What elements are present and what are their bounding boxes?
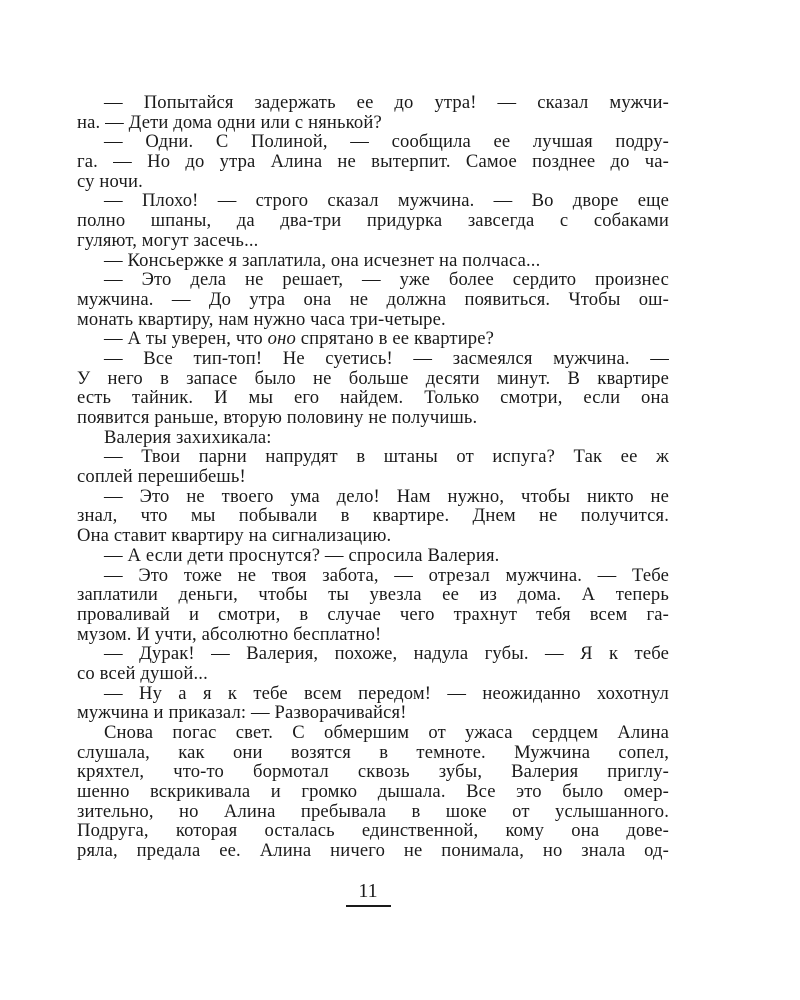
text-line: Она ставит квартиру на сигнализацию. xyxy=(77,525,392,547)
text-line: — Это тоже не твоя забота, — отрезал мужчина. — Тебе xyxy=(104,565,669,586)
page-number: 11 xyxy=(358,880,378,902)
text-line: мужчина. — До утра она не должна появиться. Чтобы ош- xyxy=(77,289,669,310)
text-run: спрятано в ее квартире? xyxy=(295,328,495,350)
text-line: — Дурак! — Валерия, похоже, надула губы. — Я к тебе xyxy=(104,644,669,664)
text-line: монать квартиру, нам нужно часа три-четыре. xyxy=(77,308,446,330)
page-number-underline xyxy=(346,905,391,907)
text-line: мужчина и приказал: — Разворачивайся! xyxy=(77,702,407,724)
text-line: есть тайник. И мы его найдем. Только смотри, если она xyxy=(77,388,669,408)
text-line: зительно, но Алина пребывала в шоке от услышанного. xyxy=(77,801,669,822)
text-line xyxy=(77,329,669,349)
text-line: — Твои парни напрудят в штаны от испуга? Так ее ж xyxy=(104,447,669,468)
text-line: со всей душой... xyxy=(77,662,208,684)
text-line: Снова погас свет. С обмершим от ужаса сердцем Алина xyxy=(104,723,669,743)
text-line: — Консьержке я заплатила, она исчезнет на полчаса... xyxy=(104,249,541,271)
text-line: — Это не твоего ума дело! Нам нужно, чтобы никто не xyxy=(104,486,669,507)
text-line: — А если дети проснутся? — спросила Валерия. xyxy=(104,544,500,566)
text-line: соплей перешибешь! xyxy=(77,466,246,488)
text-line: — Это дела не решает, — уже более сердито произнес xyxy=(104,270,669,290)
text-line: заплатили деньги, чтобы ты увезла ее из дома. А теперь xyxy=(77,585,669,605)
emphasized-word: оно xyxy=(267,328,296,350)
body-text xyxy=(77,93,669,861)
text-line: — Ну а я к тебе всем передом! — неожиданно хохотнул xyxy=(104,683,669,704)
text-line: слушала, как они возятся в темноте. Мужчина сопел, xyxy=(77,742,669,763)
text-line: музом. И учти, абсолютно бесплатно! xyxy=(77,623,382,645)
text-line: на. — Дети дома одни или с нянькой? xyxy=(77,111,382,133)
text-line: — Попытайся задержать ее до утра! — сказал мужчи- xyxy=(104,93,669,113)
text-run: — А ты уверен, что xyxy=(104,328,268,350)
text-line: су ночи. xyxy=(77,170,143,192)
text-line: проваливай и смотри, в случае чего трахнут тебя всем га- xyxy=(77,604,669,625)
text-line: Подруга, которая осталась единственной, кому она дове- xyxy=(77,821,669,842)
text-line: га. — Но до утра Алина не вытерпит. Самое позднее до ча- xyxy=(77,152,669,172)
text-line: Валерия захихикала: xyxy=(104,426,272,448)
text-line: появится раньше, вторую половину не получишь. xyxy=(77,407,478,428)
text-line: гуляют, могут засечь... xyxy=(77,229,259,251)
text-line: шенно вскрикивала и громко дышала. Все это было омер- xyxy=(77,782,669,802)
text-line: знал, что мы побывали в квартире. Днем не получится. xyxy=(77,506,669,527)
text-line: — Все тип-топ! Не суетись! — засмеялся мужчина. — xyxy=(104,348,669,369)
text-line: полно шпаны, да два-три придурка завсегда с собаками xyxy=(77,211,669,231)
text-line: У него в запасе было не больше десяти минут. В квартире xyxy=(77,368,669,389)
text-line: кряхтел, что-то бормотал сквозь зубы, Валерия приглу- xyxy=(77,762,669,783)
text-line: ряла, предала ее. Алина ничего не понимала, но знала од- xyxy=(77,841,669,861)
text-line: — Плохо! — строго сказал мужчина. — Во дворе еще xyxy=(104,191,669,212)
text-line: — Одни. С Полиной, — сообщила ее лучшая подру- xyxy=(104,132,669,153)
